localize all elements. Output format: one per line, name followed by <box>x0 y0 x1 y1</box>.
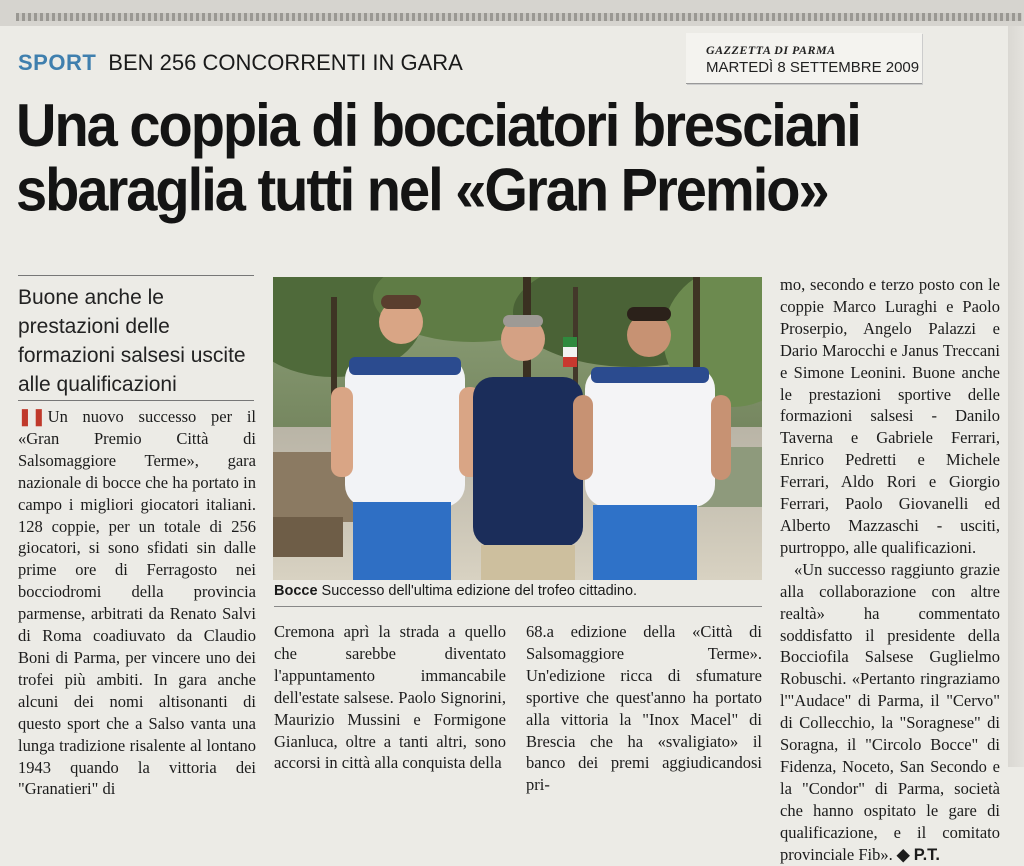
kicker <box>18 50 463 76</box>
article-column-4 <box>780 274 1000 866</box>
masthead-clip <box>686 33 922 84</box>
article-text-col2: Cremona aprì la strada a quello che sarebbe diventato l'appuntamento immancabile dell'estate salsese. Paolo Signorini, Maurizio Mussini e Formigone Gianluca, oltre a tanti altri, sono accorsi in città alla conquista della <box>274 622 506 773</box>
publication-date: MARTEDÌ 8 SETTEMBRE 2009 <box>706 59 920 76</box>
caption-rule <box>274 606 762 607</box>
photo-illustration <box>273 277 762 580</box>
top-decorative-strip <box>16 13 1022 21</box>
article-column-1 <box>18 406 256 800</box>
subhead-rule-top <box>18 275 254 276</box>
author-signature: P.T. <box>913 845 940 864</box>
article-text-col1: Un nuovo successo per il «Gran Premio Città di Salsomaggiore Terme», gara nazionale di bocce che ha portato in campo i migliori giocatori italiani. 128 coppie, per un totale di 256 giocatori, si sono sfidati sin dalle prime ore di Ferragosto nei bocciodromi della provincia parmense, arbitrati da Renato Salvi di Roma coadiuvato da Claudio Boni di Parma, per vincere uno dei trofei più ambiti. In gara anche alcuni dei nomi altisonanti di questo sport che a Salso vanta una lunga tradizione risalente al lontano 1943 quando la vittoria dei "Granatieri" di <box>18 407 256 799</box>
caption-label: Bocce <box>274 583 318 599</box>
article-text-col4-p1: mo, secondo e terzo posto con le coppie Marco Luraghi e Paolo Proserpio, Angelo Palazzi e Dario Marocchi e Janus Treccani e Simone Leonini. Buone anche le prestazioni sportive delle formazioni salsesi - Danilo Taverna e Gabriele Ferrari, Enrico Pedretti e Michele Ferrari, Aldo Rori e Giorgio Ferrari, Paolo Giovanelli ed Alberto Mazzaschi - usciti, purtroppo, alle qualificazioni. <box>780 275 1000 557</box>
kicker-text: BEN 256 CONCORRENTI IN GARA <box>108 50 463 75</box>
article-column-2 <box>274 621 506 774</box>
subhead-rule-bottom <box>18 400 254 401</box>
caption-text: Successo dell'ultima edizione del trofeo cittadino. <box>321 583 638 599</box>
diamond-icon: ◆ <box>896 845 910 864</box>
section-label: SPORT <box>18 50 97 75</box>
headline-line-1: Una coppia di bocciatori bresciani <box>16 90 860 159</box>
right-page-margin <box>1008 26 1024 767</box>
photo-caption <box>274 583 764 599</box>
article-text-col4-p2: «Un successo raggiunto grazie alla collaborazione con altre realtà» ha commentato soddisfatto il presidente della Bocciofila Salsese Guglielmo Robuschi. «Pertanto ringraziamo l'"Audace" di Parma, il "Cervo" di Collecchio, la "Soragnese" di Soragna, il "Circolo Bocce" di Fidenza, Noceto, San Secondo e la "Condor" di Parma, società che hanno ospitato le gare di qualificazione, e il comitato provinciale Fib». <box>780 559 1000 864</box>
headline <box>16 90 1006 224</box>
newspaper-name: GAZZETTA DI PARMA <box>706 43 836 57</box>
subheadline: Buone anche le prestazioni delle formazioni salsesi uscite alle qualificazioni <box>18 286 246 396</box>
article-text-col3: 68.a edizione della «Città di Salsomaggiore Terme». Un'edizione ricca di sfumature sportive che quest'anno ha portato alla vittoria la "Inox Macel" di Brescia che ha «svaligiato» il banco dei premi aggiudicandosi pri- <box>526 622 762 795</box>
paragraph-marker-icon: ❚❚ <box>18 407 46 426</box>
article-column-3 <box>526 621 762 796</box>
article-photo <box>273 277 762 580</box>
headline-line-2: sbaraglia tutti nel «Gran Premio» <box>16 155 828 224</box>
